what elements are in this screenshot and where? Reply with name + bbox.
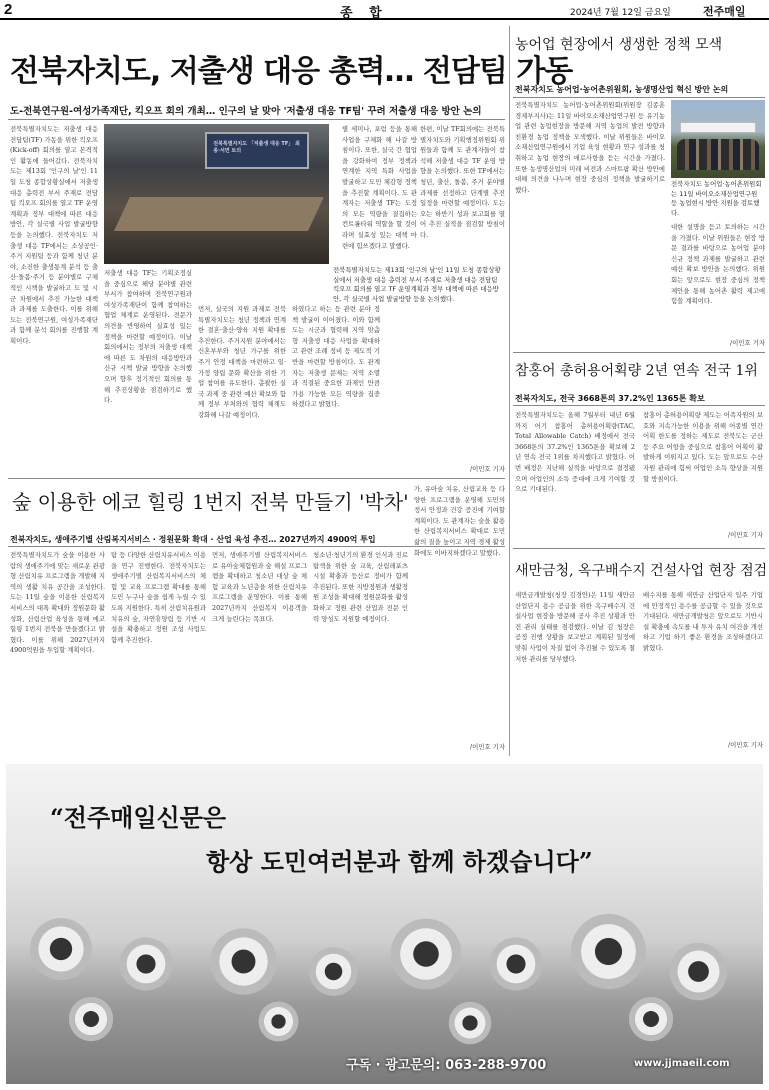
lead-photo-screen — [205, 132, 309, 168]
page-number: 2 — [4, 1, 13, 18]
ad-quote-line2: 항상 도민여러분과 함께 하겠습니다” — [206, 847, 593, 876]
section-title: 종 합 — [340, 6, 388, 21]
skate-subhead: 전북자치도, 전국 3668톤의 37.2%인 1365톤 확보 — [515, 394, 705, 403]
sunflower-image — [486, 934, 546, 994]
lead-col5: 별 세미나, 포럼 등을 통해 사업을 구체화 해 나갈 방침이다. 또한, 실국 간 협업을 강화하여 정부 정책과 연계한 지역 특화 사업을 발굴하고 도민 체감형 정책을 추진할 계획이다. 도 관계자는 저출생 TF는 도정의 모든 역량을 결집하는 컨트롤타워 역할을 할 것이라며 실효성 있는 대책 마련에 힘쓰겠다고 말했다. — [342, 125, 417, 250]
sunflower-image — [206, 924, 281, 999]
sunflower-image — [306, 944, 361, 999]
farm-photo-caption: 전북자치도 농어업·농어촌위원회는 11일 바이오소재산업연구원 등 농업현시 방안 지원을 검토했다. — [671, 180, 762, 217]
ad-quote-line1: “전주매일신문은 — [50, 803, 227, 832]
skate-col2: 참홍어 총허용어획량 제도는 어족자원의 보호와 지속가능한 이용을 위해 어종별 연간 어획 한도를 정하는 제도로 전북도는 군산 등 주요 어항을 중심으로 참홍어 어획이 활발하게 이뤄지고 있다. 도는 앞으로도 수산자원 관리에 힘써 어업인 소득 향상을 지원할 방침이다. — [643, 411, 763, 483]
farm-body: 전북특별자치도 농어업·농어촌위원회(위원장 김종훈 경제부지사)는 11일 바이오소재산업연구원 등 유기농업 관련 농업현장을 방문해 지역 농업의 발전 방향과 친환경 농업 정책을 모색했다. 이날 위원들은 바이오소재산업연구원에서 기업 육성 현황과 연구 성과를 청취하고 농업 현장의 애로사항을 듣는 시간을 가졌다. 또한 농생명산업의 미래 비전과 스마트팜 확산 방안에 대해 의견을 나누며 현장 중심의 정책을 발굴하기로 했다. — [515, 101, 665, 194]
sunflower-image — [26, 914, 96, 984]
farm-photo — [671, 100, 765, 178]
skate-byline: /이민호 기자 — [727, 531, 763, 539]
newspaper-brand: 전주매일 — [703, 5, 746, 18]
forest-byline: /이민호 기자 — [469, 743, 505, 751]
forest-col2: 탐 등 다양한 산림치유서비스 이용을 연구 진행한다. 전북자치도는 생애주기별 산림복지서비스의 체험 및 교육 프로그램 확대를 통해 도민 누구나 숲을 쉽게 누릴 수 있도록 지원한다. 특히 산림치유원과 치유의 숲, 자연휴양림 등 기반 시설을 확충하고 정원 조성 사업도 함께 추진한다. — [111, 551, 206, 644]
lead-col6: 한편, 이날 TF회의에는 전북특별자치도와 기획행정위원회 위원들과 함께 도 관계자들이 참석해 저출생 대응 TF 운영 방향을 논의했다. 또한 TF에서는 청년, 출산, 돌봄, 주거 분야별 과제를 선정하고 단계별 추진 일정을 마련할 예정이다. 도는 오는 하반기 성과 보고회를 열어 추진 실적을 점검할 방침이다. — [420, 125, 505, 239]
forest-subhead: 전북자치도, 생애주기별 산림복지서비스 · 정원문화 확대 · 산업 육성 추진… 2027년까지 4900억 투입 — [10, 535, 376, 544]
sunflower-image — [116, 934, 176, 994]
lead-photo-screen-text: 전북특별자치도 「저출생 대응 TF」 최종·서면 토의 — [213, 141, 300, 155]
issue-date: 2024년 7월 12일 금요일 — [570, 8, 671, 18]
farm-body2: 대한 설명을 듣고 토의하는 시간을 가졌다. 이날 위원들은 현장 방문 결과를 바탕으로 농어업 분야 신규 정책 과제를 발굴하고 관련 예산 확보 방안을 논의했다. 위원회는 앞으로도 현장 중심의 정책 제안을 통해 농어촌 활력 제고에 힘쓸 계획이다. — [671, 223, 765, 306]
forest-col1: 전북특별자치도가 숲을 이용한 사람의 생애주기에 맞는 새로운 관광형 산림치유 프로그램을 개발해 지역의 생활 치유 공간을 조성한다. 도는 11일 숲을 이용한 산림복지서비스의 대폭 확대와 정원문화 활성화, 산림산업 육성을 통해 에코 힐링 1번지 전북을 만들겠다고 밝혔다. 이를 위해 2027년까지 4900억원을 투입할 계획이다. — [10, 551, 105, 655]
forest-headline: 숲 이용한 에코 힐링 1번지 전북 만들기 '박차' — [12, 490, 409, 514]
forest-col3: 먼저, 생애주기별 산림복지서비스로 유아숲체험원과 숲 해설 프로그램을 확대하고 청소년 대상 숲 체험 교육과 노년층을 위한 산림치유 프로그램을 운영한다. 이를 통해 2027년까지 산림복지 이용객을 크게 늘린다는 목표다. — [212, 551, 307, 623]
lead-photo-caption: 전북특별자치도는 제13회 '인구의 날'인 11일 도청 종합상황실에서 저출생 대응 총력전 부서 주재로 저출생 대응 전담팀 킥오프 회의를 열고 TF 운영계획과 정부 대책에 따른 대응방안, 각 실국별 사업 발굴방향 등을 논의했다. — [333, 266, 501, 303]
page-header — [0, 0, 769, 20]
lead-subhead: 도-전북연구원-여성가족재단, 킥오프 회의 개최… 인구의 날 맞아 '저출생 대응 TF팀' 꾸려 저출생 대응 방안 논의 — [10, 106, 482, 117]
saemangeum-col2: 배수지를 통해 새만금 산업단지 입주 기업에 안정적인 용수를 공급할 수 있을 것으로 기대된다. 새만금개발청은 앞으로도 기반시설 확충에 속도를 내 투자 유치 여건을 개선하고 기업 하기 좋은 환경을 조성하겠다고 밝혔다. — [643, 591, 763, 652]
sunflower-image — [566, 909, 651, 994]
farm-headline: 농어업 현장에서 생생한 정책 모색 — [515, 37, 723, 53]
lead-col3: 먼저, 실국의 지원 과제로 전북특별자치도는 청년 정책과 연계한 결혼·출산·양육 지원 확대를 추진한다. 주거지원 분야에서는 신혼부부와 청년 가구를 위한 주거 안정 대책을 마련하고 일·가정 양립 문화 확산을 위한 기업 참여를 유도한다. 총괄한 실국 과제 중 관련 예산 확보와 함께 정부 부처와의 협력 체계도 강화해 나갈 예정이다. — [198, 305, 286, 419]
saemangeum-col1: 새만금개발청(청장 김경안)은 11일 새만금 산업단지 용수 공급을 위한 옥구배수지 건설사업 현장을 방문해 공사 추진 상황과 안전 관리 실태를 점검했다. 이날 김 청장은 공정 진행 상황을 보고받고 계획된 일정에 맞춰 사업이 차질 없이 추진될 수 있도록 철저한 관리를 당부했다. — [515, 591, 635, 663]
forest-col4: 청소년·청년기의 환경 인식과 진로 탐색을 위한 숲 교육, 산림레포츠 시설 확충과 등산로 정비가 함께 추진된다. 또한 지방정원과 생활정원 조성을 확대해 정원문화를 활성화하고 정원 관련 산업과 전문 인력 양성도 지원할 예정이다. — [313, 551, 408, 623]
advertisement — [6, 764, 763, 1084]
sunflower-image — [626, 994, 676, 1044]
forest-col5: 가, 유아숲 치유, 산림교육 등 다양한 프로그램을 운영해 도민의 정서 안정과 건강 증진에 기여할 계획이다. 도 관계자는 숲을 활용한 산림복지서비스 확대로 도민 삶의 질을 높이고 지역 경제 활성화에도 이바지하겠다고 말했다. — [414, 485, 505, 557]
lead-col4: 하였다고 하는 등 관련 분야 정책 발굴이 이어졌다. 이와 함께 도는 시군과 협력해 지역 맞춤형 저출생 대응 사업을 확대하고 관련 조례 정비 등 제도적 기반을 마련할 방침이다. 도 관계자는 저출생 문제는 지역 소멸과 직결된 중요한 과제인 만큼 가용 가능한 모든 역량을 집중하겠다고 밝혔다. — [292, 305, 380, 409]
lead-col2: 저출생 대응 TF는 기획조정실을 중심으로 해당 분야별 관련 부서가 참여하며 전북연구원과 여성가족재단이 함께 참여하는 협업 체계로 운영된다. 전문가 의견을 반영하여 실효성 있는 정책을 마련할 예정이다. 이날 회의에서는 정부의 저출생 대책에 따른 도 차원의 대응방안과 신규 시책 발굴 방향을 논의했으며 향후 정기적인 회의를 통해 추진상황을 점검하기로 했다. — [104, 269, 192, 405]
lead-col1: 전북특별자치도는 저출생 대응 전담팀(TF) 가동을 위한 킥오프(Kick-off) 회의를 열고 본격적인 활동에 들어갔다. 전북자치도는 제13회 '인구의 날'인 11일 도청 종합상황실에서 저출생 대응 총력전 부서 주재로 전담팀 킥오프 회의를 열고 TF 운영계획과 정부 대책에 따른 대응방안, 각 실국별 사업 발굴방향 등을 논의했다. 전북자치도 저출생 대응 TF에서는 소상공인·주거 지원팀 등과 함께 청년 분야, 소진한 출생통계 분석 등 출산·돌봄·주거 등 분야별로 구체적인 시책을 발굴하고 도 및 시군 차원에서 추진 가능한 대책과 과제를 도출한다. 이를 위해 도는 전북연구원, 여성가족재단과 함께 분석 회의를 진행할 계획이다. — [10, 125, 98, 345]
ad-url[interactable]: www.jjmaeil.com — [634, 1058, 730, 1069]
sunflower-image — [386, 914, 466, 994]
skate-col1: 전북특별자치도는 올해 7월부터 내년 6월까지 어기 참홍어 총허용어획량(TAC, Total Allowable Catch) 배정에서 전국 3668톤의 37.2%인 1365톤을 확보해 2년 연속 전국 1위를 차지했다고 밝혔다. 이번 배정은 지난해 실적을 바탕으로 결정됐으며 어업인의 소득 증대에 크게 기여할 것으로 기대된다. — [515, 411, 635, 494]
sunflower-image — [446, 999, 494, 1047]
sunflower-image — [666, 939, 731, 1004]
lead-photo — [104, 124, 329, 264]
sunflower-image — [256, 999, 301, 1044]
sunflower-image — [66, 994, 116, 1044]
saemangeum-byline: /이민호 기자 — [727, 741, 763, 749]
saemangeum-headline: 새만금청, 옥구배수지 건설사업 현장 점검 — [515, 563, 768, 579]
skate-headline: 참홍어 총허용어획량 2년 연속 전국 1위 — [515, 363, 758, 379]
farm-subhead: 전북자치도 농어업·농어촌위원회, 농생명산업 혁신 방안 논의 — [515, 85, 729, 94]
lead-byline: /이민호 기자 — [469, 465, 505, 473]
farm-byline: /이민호 기자 — [729, 339, 765, 347]
ad-contact: 구독 · 광고문의: 063-288-9700 — [346, 1058, 547, 1073]
lead-headline: 전북자치도, 저출생 대응 총력… 전담팀 가동 — [10, 54, 573, 89]
